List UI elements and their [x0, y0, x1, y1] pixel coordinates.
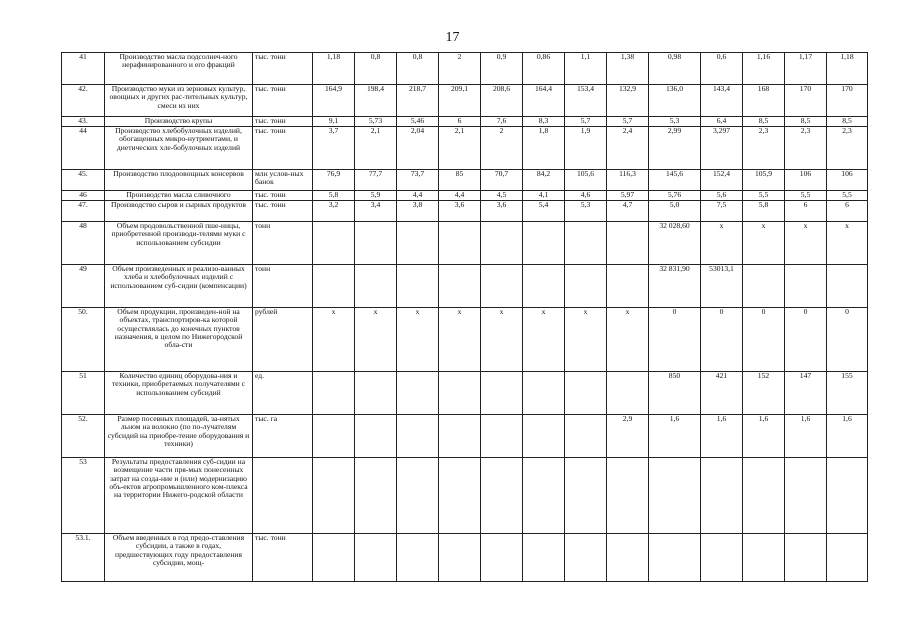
value-cell — [701, 458, 743, 534]
table-row — [62, 415, 868, 458]
row-number: 53 — [62, 458, 105, 534]
indicator-name: Объем продукции, произведен-ной на объектах, транспортиров-ка которой осуществлялась до конечных пунктов назначения, в целом по Нижегородской обла-сти — [105, 308, 253, 372]
indicator-name: Производство сыров и сырных продуктов — [105, 201, 253, 222]
value-cell: 1,18 — [313, 53, 355, 85]
value-cell — [565, 265, 607, 308]
value-cell: х — [607, 308, 649, 372]
value-cell — [827, 265, 868, 308]
value-cell: 5,73 — [355, 117, 397, 127]
value-cell — [607, 534, 649, 582]
row-number: 42. — [62, 85, 105, 117]
value-cell: 116,3 — [607, 170, 649, 191]
value-cell: 5,9 — [355, 191, 397, 201]
value-cell: 0,98 — [649, 53, 701, 85]
value-cell: х — [397, 308, 439, 372]
value-cell: 136,0 — [649, 85, 701, 117]
value-cell — [439, 534, 481, 582]
value-cell: 32 028,60 — [649, 222, 701, 265]
value-cell — [313, 265, 355, 308]
unit-of-measure: тонн — [253, 222, 313, 265]
value-cell: 2,99 — [649, 127, 701, 170]
unit-of-measure: тыс. тонн — [253, 85, 313, 117]
table-row — [62, 117, 868, 127]
value-cell: 106 — [827, 170, 868, 191]
value-cell — [523, 415, 565, 458]
value-cell: 218,7 — [397, 85, 439, 117]
value-cell: 0 — [701, 308, 743, 372]
value-cell — [785, 534, 827, 582]
indicator-name: Производство муки из зерновых культур, овощных и других рас-тительных культур, смеси из них — [105, 85, 253, 117]
value-cell: 8,5 — [785, 117, 827, 127]
value-cell: х — [827, 222, 868, 265]
indicator-name: Размер посевных площадей, за-нятых льном на волокно (по по-лучателям субсидий на приобре-тение оборудования и техники) — [105, 415, 253, 458]
value-cell: 5,5 — [785, 191, 827, 201]
value-cell: 85 — [439, 170, 481, 191]
value-cell: х — [355, 308, 397, 372]
value-cell — [313, 534, 355, 582]
value-cell: 73,7 — [397, 170, 439, 191]
value-cell — [397, 534, 439, 582]
unit-of-measure: тыс. тонн — [253, 53, 313, 85]
value-cell: 6,4 — [701, 117, 743, 127]
value-cell — [481, 265, 523, 308]
value-cell — [523, 222, 565, 265]
value-cell: 77,7 — [355, 170, 397, 191]
value-cell: х — [481, 308, 523, 372]
value-cell: х — [701, 222, 743, 265]
value-cell: 3,7 — [313, 127, 355, 170]
row-number: 41 — [62, 53, 105, 85]
value-cell: 3,6 — [481, 201, 523, 222]
row-number: 52. — [62, 415, 105, 458]
value-cell: 1,6 — [743, 415, 785, 458]
value-cell: 4,6 — [565, 191, 607, 201]
value-cell: 0,8 — [355, 53, 397, 85]
value-cell — [481, 372, 523, 415]
value-cell — [481, 415, 523, 458]
value-cell: 5,7 — [565, 117, 607, 127]
value-cell — [565, 458, 607, 534]
value-cell: 2,1 — [355, 127, 397, 170]
value-cell: 105,6 — [565, 170, 607, 191]
unit-of-measure: тыс. га — [253, 415, 313, 458]
value-cell — [481, 534, 523, 582]
value-cell: 5,3 — [565, 201, 607, 222]
value-cell: х — [439, 308, 481, 372]
value-cell — [439, 265, 481, 308]
value-cell: х — [565, 308, 607, 372]
value-cell: 8,5 — [827, 117, 868, 127]
value-cell — [523, 265, 565, 308]
value-cell: 155 — [827, 372, 868, 415]
table-row — [62, 534, 868, 582]
value-cell: 147 — [785, 372, 827, 415]
value-cell: 32 831,90 — [649, 265, 701, 308]
value-cell: 3,6 — [439, 201, 481, 222]
value-cell — [649, 458, 701, 534]
row-number: 53.1. — [62, 534, 105, 582]
unit-of-measure: тыс. тонн — [253, 127, 313, 170]
value-cell: 3,297 — [701, 127, 743, 170]
value-cell: 850 — [649, 372, 701, 415]
value-cell — [565, 372, 607, 415]
value-cell: 0,86 — [523, 53, 565, 85]
value-cell — [649, 534, 701, 582]
indicator-table — [61, 52, 868, 582]
value-cell — [397, 372, 439, 415]
value-cell: 209,1 — [439, 85, 481, 117]
value-cell: 105,9 — [743, 170, 785, 191]
value-cell: 3,2 — [313, 201, 355, 222]
value-cell: 164,4 — [523, 85, 565, 117]
value-cell: 5,8 — [743, 201, 785, 222]
value-cell: 143,4 — [701, 85, 743, 117]
value-cell: 0 — [743, 308, 785, 372]
value-cell: 208,6 — [481, 85, 523, 117]
row-number: 49 — [62, 265, 105, 308]
indicator-name: Количество единиц оборудова-ния и техники, приобретаемых получателями с использованием субсидий — [105, 372, 253, 415]
row-number: 51 — [62, 372, 105, 415]
value-cell — [565, 534, 607, 582]
value-cell: 3,8 — [397, 201, 439, 222]
value-cell: 170 — [827, 85, 868, 117]
value-cell: 8,3 — [523, 117, 565, 127]
unit-of-measure: тыс. тонн — [253, 534, 313, 582]
row-number: 45. — [62, 170, 105, 191]
value-cell: 4,7 — [607, 201, 649, 222]
value-cell: 0 — [649, 308, 701, 372]
value-cell — [827, 534, 868, 582]
value-cell: 1,8 — [523, 127, 565, 170]
value-cell: 3,4 — [355, 201, 397, 222]
unit-of-measure: тыс. тонн — [253, 191, 313, 201]
value-cell — [439, 415, 481, 458]
indicator-name: Производство масла подсолнеч-ного нерафинированного и его фракций — [105, 53, 253, 85]
value-cell: 2,3 — [785, 127, 827, 170]
row-number: 50. — [62, 308, 105, 372]
value-cell: 5,7 — [607, 117, 649, 127]
value-cell: 1,9 — [565, 127, 607, 170]
value-cell — [397, 458, 439, 534]
value-cell: 5,97 — [607, 191, 649, 201]
value-cell — [313, 458, 355, 534]
value-cell — [607, 372, 649, 415]
value-cell: 2,3 — [827, 127, 868, 170]
value-cell: 1,18 — [827, 53, 868, 85]
value-cell: 106 — [785, 170, 827, 191]
value-cell — [607, 265, 649, 308]
row-number: 48 — [62, 222, 105, 265]
value-cell: 1,16 — [743, 53, 785, 85]
row-number: 43. — [62, 117, 105, 127]
value-cell: 9,1 — [313, 117, 355, 127]
value-cell — [785, 458, 827, 534]
value-cell: 5,5 — [827, 191, 868, 201]
value-cell: 1,6 — [701, 415, 743, 458]
value-cell: 6 — [827, 201, 868, 222]
value-cell: 8,5 — [743, 117, 785, 127]
value-cell: 1,6 — [785, 415, 827, 458]
table-row — [62, 53, 868, 85]
value-cell — [607, 222, 649, 265]
value-cell — [827, 458, 868, 534]
unit-of-measure — [253, 458, 313, 534]
value-cell: 1,1 — [565, 53, 607, 85]
value-cell: 0 — [827, 308, 868, 372]
value-cell: 198,4 — [355, 85, 397, 117]
value-cell: 2,3 — [743, 127, 785, 170]
value-cell: 76,9 — [313, 170, 355, 191]
value-cell: х — [313, 308, 355, 372]
value-cell — [355, 458, 397, 534]
value-cell: 5,46 — [397, 117, 439, 127]
indicator-name: Производство крупы — [105, 117, 253, 127]
value-cell: 170 — [785, 85, 827, 117]
value-cell: 70,7 — [481, 170, 523, 191]
table-row — [62, 127, 868, 170]
value-cell: х — [743, 222, 785, 265]
unit-of-measure: тонн — [253, 265, 313, 308]
value-cell — [743, 534, 785, 582]
value-cell: 0,9 — [481, 53, 523, 85]
value-cell: 5,5 — [743, 191, 785, 201]
value-cell: 5,0 — [649, 201, 701, 222]
unit-of-measure: тыс. тонн — [253, 117, 313, 127]
value-cell — [397, 415, 439, 458]
table-row — [62, 265, 868, 308]
value-cell: 421 — [701, 372, 743, 415]
value-cell — [439, 458, 481, 534]
value-cell — [481, 222, 523, 265]
value-cell — [607, 458, 649, 534]
indicator-name: Объем продовольственной пше-ницы, приобретенной производи-телями муки с использованием субсидии — [105, 222, 253, 265]
value-cell — [355, 265, 397, 308]
table-row — [62, 308, 868, 372]
value-cell — [313, 415, 355, 458]
value-cell: х — [523, 308, 565, 372]
value-cell — [565, 222, 607, 265]
value-cell — [523, 534, 565, 582]
value-cell: 5,76 — [649, 191, 701, 201]
unit-of-measure: ед. — [253, 372, 313, 415]
table-row — [62, 458, 868, 534]
value-cell — [355, 415, 397, 458]
value-cell — [355, 222, 397, 265]
value-cell: 0,8 — [397, 53, 439, 85]
value-cell: 168 — [743, 85, 785, 117]
page-number: 17 — [445, 30, 460, 45]
value-cell: 2 — [481, 127, 523, 170]
value-cell: 84,2 — [523, 170, 565, 191]
unit-of-measure: тыс. тонн — [253, 201, 313, 222]
indicator-name: Производство масла сливочного — [105, 191, 253, 201]
value-cell — [701, 534, 743, 582]
indicator-name: Объем произведенных и реализо-ванных хлеба и хлебобулочных изделий с использованием суб-сидии (компенсации) — [105, 265, 253, 308]
value-cell: 2 — [439, 53, 481, 85]
value-cell: 0,6 — [701, 53, 743, 85]
value-cell: 4,4 — [397, 191, 439, 201]
value-cell — [397, 222, 439, 265]
value-cell: 6 — [439, 117, 481, 127]
value-cell — [355, 534, 397, 582]
value-cell — [313, 222, 355, 265]
value-cell: 6 — [785, 201, 827, 222]
indicator-table-wrap — [61, 52, 865, 582]
table-row — [62, 170, 868, 191]
value-cell: 152 — [743, 372, 785, 415]
value-cell: 164,9 — [313, 85, 355, 117]
value-cell: 5,8 — [313, 191, 355, 201]
indicator-name: Производство хлебобулочных изделий, обогащенных микро-нутриентами, и диетических хле-бобулочных изделий — [105, 127, 253, 170]
value-cell: 1,6 — [649, 415, 701, 458]
value-cell: 4,5 — [481, 191, 523, 201]
value-cell: 145,6 — [649, 170, 701, 191]
value-cell — [481, 458, 523, 534]
value-cell — [743, 458, 785, 534]
row-number: 46 — [62, 191, 105, 201]
unit-of-measure: рублей — [253, 308, 313, 372]
value-cell: 1,17 — [785, 53, 827, 85]
value-cell: 1,6 — [827, 415, 868, 458]
value-cell: 1,38 — [607, 53, 649, 85]
value-cell: 153,4 — [565, 85, 607, 117]
value-cell: 4,1 — [523, 191, 565, 201]
value-cell: 2,4 — [607, 127, 649, 170]
value-cell — [523, 372, 565, 415]
value-cell: 53013,1 — [701, 265, 743, 308]
value-cell: 2,9 — [607, 415, 649, 458]
table-row — [62, 191, 868, 201]
value-cell — [523, 458, 565, 534]
value-cell — [743, 265, 785, 308]
indicator-name: Объем введенных в год предо-ставления субсидии, а также в годах, предшествующих году предоставления субсидии, мощ- — [105, 534, 253, 582]
row-number: 47. — [62, 201, 105, 222]
value-cell: 2,1 — [439, 127, 481, 170]
value-cell: 4,4 — [439, 191, 481, 201]
value-cell: 0 — [785, 308, 827, 372]
unit-of-measure: млн услов-ных банок — [253, 170, 313, 191]
value-cell — [355, 372, 397, 415]
row-number: 44 — [62, 127, 105, 170]
value-cell — [439, 372, 481, 415]
indicator-name: Производство плодоовощных консервов — [105, 170, 253, 191]
value-cell: х — [785, 222, 827, 265]
indicator-name: Результаты предоставления суб-сидии на возмещение части пря-мых понесенных затрат на созда-ние и (или) модернизацию объ-ектов агропромышленного ком-плекса на территории Нижего-родской области — [105, 458, 253, 534]
value-cell: 132,9 — [607, 85, 649, 117]
value-cell: 5,6 — [701, 191, 743, 201]
value-cell: 5,4 — [523, 201, 565, 222]
value-cell: 2,04 — [397, 127, 439, 170]
table-row — [62, 222, 868, 265]
table-row — [62, 85, 868, 117]
value-cell — [785, 265, 827, 308]
value-cell — [397, 265, 439, 308]
table-row — [62, 201, 868, 222]
value-cell: 152,4 — [701, 170, 743, 191]
value-cell — [565, 415, 607, 458]
value-cell: 7,5 — [701, 201, 743, 222]
value-cell: 7,6 — [481, 117, 523, 127]
table-row — [62, 372, 868, 415]
value-cell: 5,3 — [649, 117, 701, 127]
value-cell — [313, 372, 355, 415]
value-cell — [439, 222, 481, 265]
